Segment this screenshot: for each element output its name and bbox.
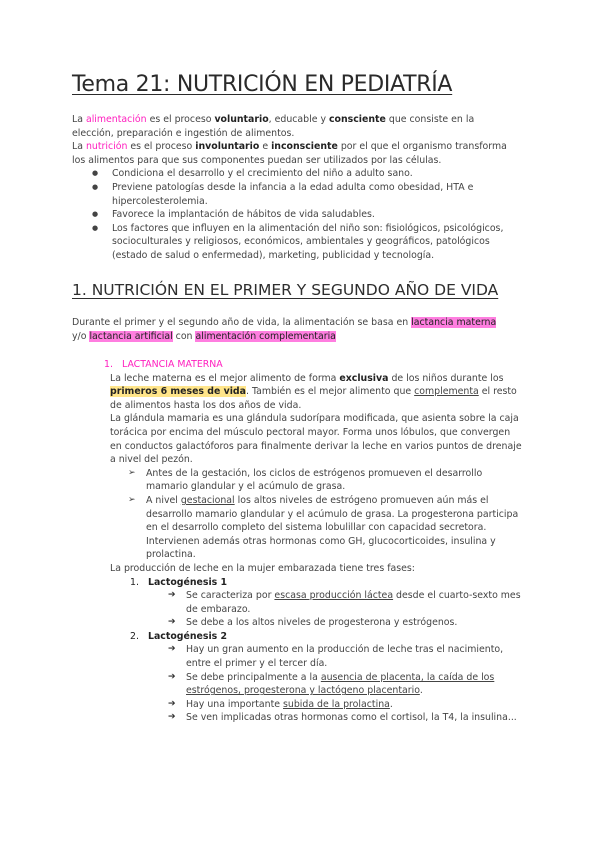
phase-item xyxy=(130,630,522,725)
list-item: ● Favorece la implantación de hábitos de vida saludables. xyxy=(112,208,512,222)
list-item: ● Previene patologías desde la infancia a la edad adulta como obesidad, HTA e hipercolesterolemia. xyxy=(112,181,512,208)
definition-nutricion: La nutrición es el proceso involuntario e inconsciente por el que el organismo transforma los alimentos para que sus componentes puedan ser utilizados por las células. xyxy=(72,141,507,166)
list-item: ➢ Antes de la gestación, los ciclos de estrógenos promueven el desarrollo mamario glandular y el acúmulo de grasa. xyxy=(146,467,522,494)
phases-list xyxy=(110,576,522,726)
arrow-list xyxy=(110,467,522,562)
lactancia-body xyxy=(110,372,522,725)
list-item: ➔ Se ven implicadas otras hormonas como el cortisol, la T4, la insulina... xyxy=(186,711,522,725)
section-heading: 1. NUTRICIÓN EN EL PRIMER Y SEGUNDO AÑO DE VIDA xyxy=(72,281,499,299)
intro-bullet-list xyxy=(72,167,512,262)
page-title: Tema 21: NUTRICIÓN EN PEDIATRÍA xyxy=(72,72,453,97)
highlight-primeros-6-meses: primeros 6 meses de vida xyxy=(110,386,246,398)
list-item: ● Los factores que influyen en la alimentación del niño son: fisiológicos, psicológicos, socioculturales y religiosos, económicos, ambientales y geográficos, patológicos (estado de salud o enfermedad), marketing, publicidad y tecnología. xyxy=(112,222,512,263)
list-item: ➔ Se caracteriza por escasa producción láctea desde el cuarto-sexto mes de embarazo. xyxy=(186,589,522,616)
arrow-list xyxy=(130,589,522,630)
lactancia-section xyxy=(92,358,522,725)
paragraph: La producción de leche en la mujer embarazada tiene tres fases: xyxy=(110,562,415,574)
phase-heading: 2. Lactogénesis 2 xyxy=(130,630,228,642)
highlight-lactancia-artificial: lactancia artificial xyxy=(89,330,173,342)
section1-paragraph: Durante el primer y el segundo año de vida, la alimentación se basa en lactancia materna y/o lactancia artificial con alimentación complementaria xyxy=(72,317,497,342)
paragraph: La glándula mamaria es una glándula sudorípara modificada, que asienta sobre la caja torácica por encima del músculo pectoral mayor. Forma unos lóbulos, que convergen en conductos galactóforos para finalmente derivar la leche en varios puntos de drenaje a nivel del pezón. xyxy=(110,413,522,466)
arrow-list xyxy=(130,643,522,725)
list-item: ➢ A nivel gestacional los altos niveles de estrógeno promueven aún más el desarrollo mamario glandular y el acúmulo de grasa. La progesterona participa en el desarrollo completo del sistema lobulillar con capacidad secretora. Intervienen además otras hormonas como GH, glucocorticoides, insulina y prolactina. xyxy=(146,494,522,562)
term-alimentacion: alimentación xyxy=(85,114,147,125)
subsection-heading: 1. LACTANCIA MATERNA xyxy=(104,359,223,370)
paragraph: La leche materna es el mejor alimento de forma exclusiva de los niños durante los primeros 6 meses de vida. También es el mejor alimento que complementa el resto de alimentos hasta los dos años de vida. xyxy=(110,372,517,411)
definition-alimentacion: La alimentación es el proceso voluntario, educable y consciente que consiste en la elección, preparación e ingestión de alimentos. xyxy=(72,114,475,139)
list-item: ➔ Hay un gran aumento en la producción de leche tras el nacimiento, entre el primer y el tercer día. xyxy=(186,643,522,670)
phase-heading: 1. Lactogénesis 1 xyxy=(130,576,228,588)
list-item: ● Condiciona el desarrollo y el crecimiento del niño a adulto sano. xyxy=(112,167,512,181)
highlight-lactancia-materna: lactancia materna xyxy=(411,317,497,328)
phase-item xyxy=(130,576,522,630)
list-item: ➔ Se debe principalmente a la ausencia de placenta, la caída de los estrógenos, progesterona y lactógeno placentario. xyxy=(186,671,522,698)
intro-section xyxy=(72,113,512,263)
highlight-alimentacion-complementaria: alimentación complementaria xyxy=(195,330,336,342)
list-item: ➔ Se debe a los altos niveles de progesterona y estrógenos. xyxy=(186,616,522,630)
list-item: ➔ Hay una importante subida de la prolactina. xyxy=(186,698,522,712)
term-nutricion: nutrición xyxy=(85,141,128,153)
